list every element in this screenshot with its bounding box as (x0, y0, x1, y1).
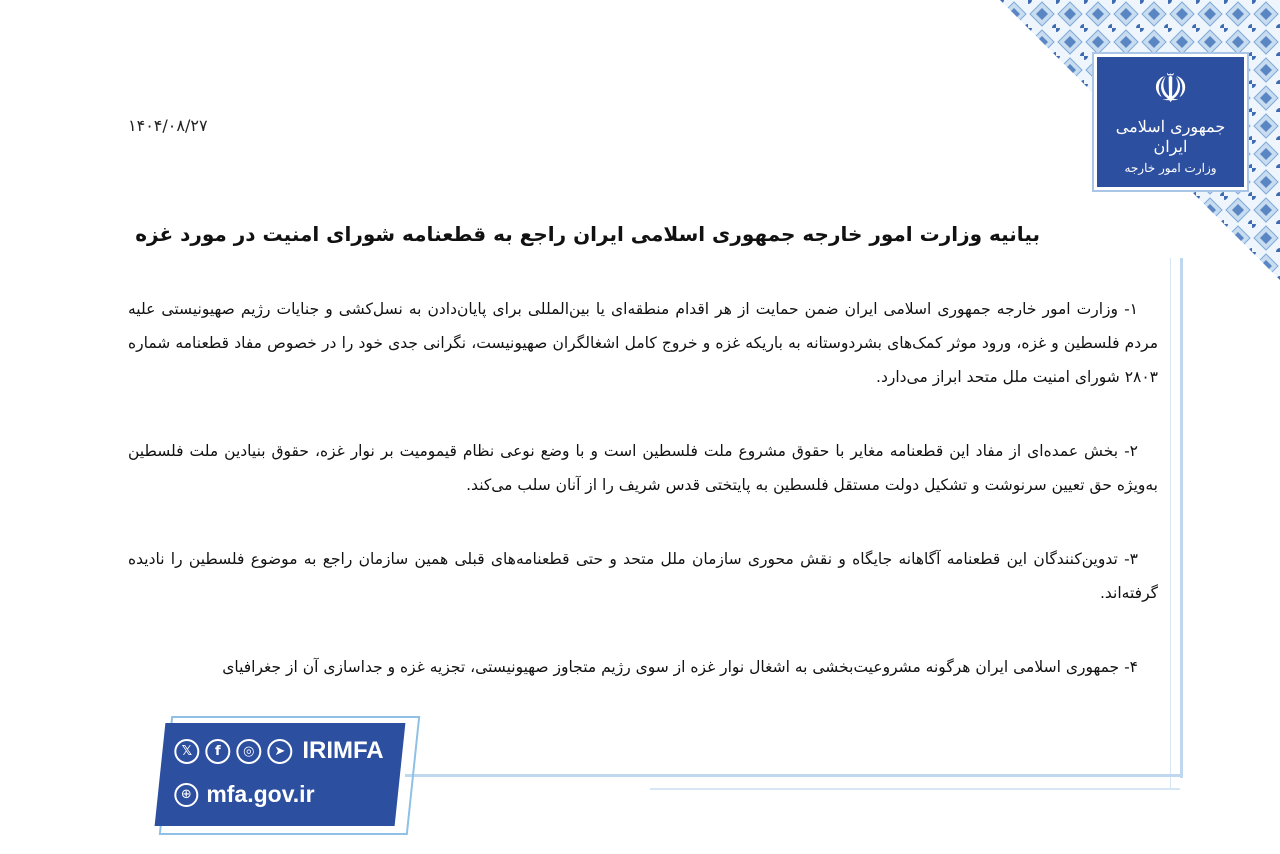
facebook-icon[interactable]: f (205, 739, 230, 764)
statement-title: بیانیه وزارت امور خارجه جمهوری اسلامی ایران راجع به قطعنامه شورای امنیت در مورد غزه (135, 222, 1040, 246)
paragraph-2: ۲- بخش عمده‌ای از مفاد این قطعنامه مغایر با حقوق مشروع ملت فلسطین است و با وضع نوعی نظام قیمومیت بر نوار غزه، حقوق بنیادین ملت فلسطین به‌ویژه حق تعیین سرنوشت و تشکیل دولت مستقل فلسطین به پایتختی قدس شریف را از آنان سلب می‌کند. (128, 442, 1158, 494)
x-icon[interactable]: 𝕏 (174, 739, 199, 764)
ministry-emblem-badge (1097, 57, 1244, 187)
telegram-icon[interactable]: ➤ (267, 739, 292, 764)
paragraph-3: ۳- تدوین‌کنندگان این قطعنامه آگاهانه جایگاه و نقش محوری سازمان ملل متحد و حتی قطعنامه‌های قبلی همین سازمان راجع به موضوع فلسطین را نادیده گرفته‌اند. (128, 550, 1158, 602)
frame-line-bottom-inner (650, 788, 1180, 790)
social-badge (155, 723, 406, 826)
paragraph-1: ۱- وزارت امور خارجه جمهوری اسلامی ایران ضمن حمایت از هر اقدام منطقه‌ای یا بین‌المللی برای پایان‌دادن به نسل‌کشی و جنایات رژیم صهیونیستی علیه مردم فلسطین و غزه، ورود موثر کمک‌های بشردوستانه به باریکه غزه و خروج کامل اشغالگران صهیونیست، نگرانی جدی خود را در خصوص مفاد قطعنامه شماره ۲۸۰۳ شورای امنیت ملل متحد ابراز می‌دارد. (128, 300, 1158, 386)
instagram-icon[interactable]: ◎ (236, 739, 261, 764)
website-link[interactable]: mfa.gov.ir (206, 781, 315, 807)
social-handle: IRIMFA (302, 737, 384, 764)
statement-body (128, 292, 1158, 724)
frame-line-bottom (405, 774, 1182, 777)
globe-icon: ⊕ (174, 783, 198, 807)
paragraph-4: ۴- جمهوری اسلامی ایران هرگونه مشروعیت‌بخشی به اشغال نوار غزه از سوی رژیم متجاوز صهیونیستی، تجزیه غزه و جداسازی آن از جغرافیای (222, 658, 1138, 676)
emblem-title: جمهوری اسلامی ایران (1115, 117, 1226, 156)
frame-line-right-inner (1170, 258, 1171, 788)
iran-emblem-icon: ☫ (1152, 66, 1189, 112)
statement-date: ۱۴۰۴/۰۸/۲۷ (128, 116, 208, 135)
emblem-subtitle: وزارت امور خارجه (1124, 161, 1217, 175)
frame-line-right (1180, 258, 1183, 778)
